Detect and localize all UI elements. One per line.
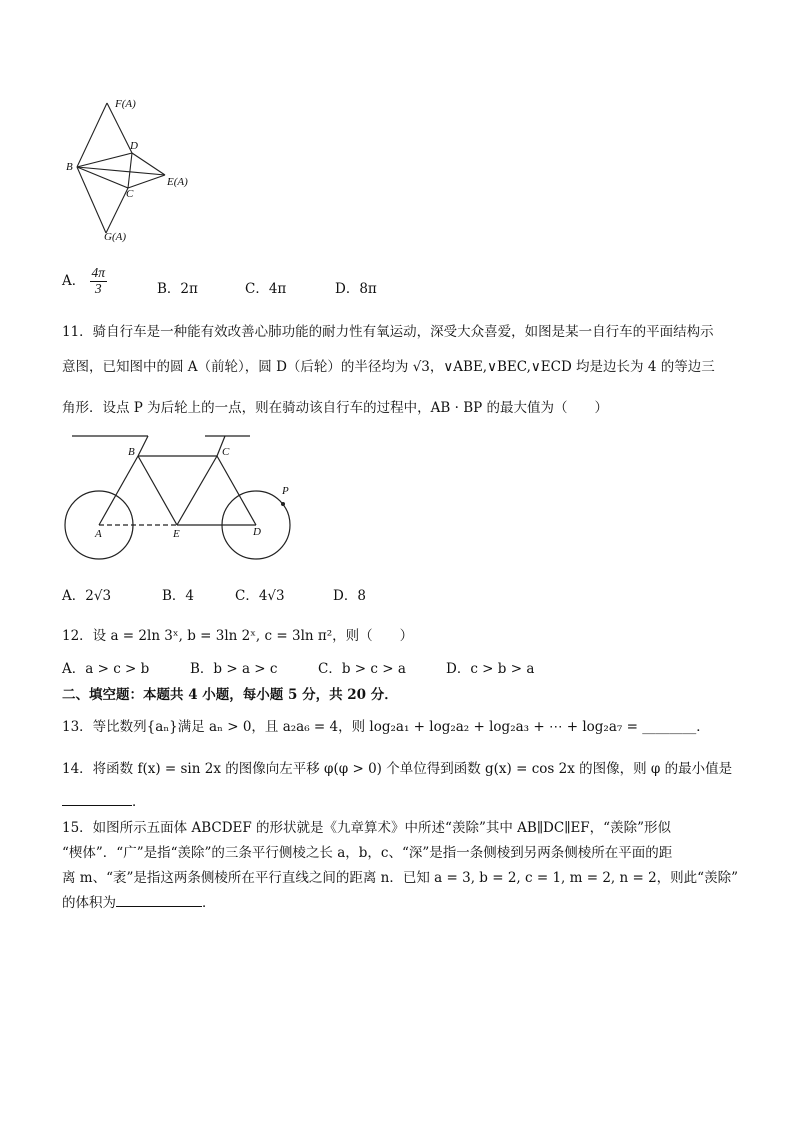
q15-line4-suffix: ．	[202, 895, 216, 911]
figure-bicycle	[60, 428, 310, 568]
q12-stem: 12．设 a = 2ln 3ˣ, b = 3ln 2ˣ, c = 3ln π²，则（ ）	[62, 628, 414, 644]
q11-option-a: A．2√3	[62, 588, 112, 604]
label-g: G(A)	[104, 231, 126, 243]
q11-option-b: B．4	[162, 588, 195, 604]
q11-line3: 角形．设点 P 为后轮上的一点，则在骑动该自行车的过程中，AB · BP 的最大值为（ ）	[62, 400, 609, 416]
fraction-numerator: 4π	[91, 265, 106, 280]
q12-option-d: D．c > b > a	[446, 661, 535, 677]
fraction-denominator: 3	[94, 280, 102, 296]
segment-be	[138, 456, 177, 525]
q15-answer-blank[interactable]	[116, 894, 202, 907]
point-p	[281, 502, 285, 506]
q11-line1: 11．骑自行车是一种能有效改善心肺功能的耐力性有氧运动，深受大众喜爱，如图是某一自行车的平面结构示	[62, 324, 714, 340]
q11-option-c: C．4√3	[235, 588, 285, 604]
q10-option-b: B．2π	[157, 281, 198, 297]
q14-answer-blank[interactable]	[62, 793, 132, 806]
q11-line2: 意图，已知图中的圆 A（前轮），圆 D（后轮）的半径均为 √3，∨ABE,∨BEC,∨ECD 均是边长为 4 的等边三	[62, 359, 715, 375]
q15-line2: “楔体”．“广”是指“羡除”的三条平行侧棱之长 a，b，c、“深”是指一条侧棱到另两条侧棱所在平面的距	[62, 845, 673, 861]
q11-option-d: D．8	[333, 588, 366, 604]
segment-ec	[177, 456, 217, 525]
q10-option-a-prefix: A．	[62, 272, 86, 289]
q12-option-c: C．b > c > a	[318, 661, 406, 677]
q14-line1: 14．将函数 f(x) = sin 2x 的图像向左平移 φ(φ > 0) 个单位得到函数 g(x) = cos 2x 的图像，则 φ 的最小值是	[62, 761, 733, 777]
edge-fd	[107, 103, 132, 153]
bike-label-p: P	[282, 485, 289, 497]
q14-line2	[62, 790, 146, 810]
q10-option-d: D．8π	[335, 281, 377, 297]
section-heading-fill-in: 二、填空题：本题共 4 小题，每小题 5 分，共 20 分．	[62, 687, 398, 703]
q10-option-a-fraction	[90, 266, 108, 297]
q12-option-a: A．a > c > b	[62, 661, 150, 677]
q15-line4-prefix: 的体积为	[62, 895, 116, 911]
edge-dc	[128, 153, 132, 188]
bike-label-a: A	[95, 528, 102, 540]
label-d: D	[130, 140, 138, 152]
edge-ce	[128, 175, 165, 188]
label-b: B	[66, 161, 73, 173]
label-f: F(A)	[115, 98, 136, 110]
edge-bd	[77, 153, 132, 167]
edge-cg	[106, 188, 128, 233]
q10-option-a	[62, 266, 107, 297]
segment-cd	[217, 456, 256, 525]
label-e: E(A)	[167, 176, 188, 188]
segment-ab	[99, 456, 138, 525]
handlebar-stem	[138, 436, 148, 456]
bike-label-d: D	[253, 526, 261, 538]
bike-label-b: B	[128, 446, 135, 458]
q12-option-b: B．b > a > c	[190, 661, 278, 677]
q13-text: 13．等比数列{aₙ}满足 aₙ > 0，且 a₂a₆ = 4，则 log₂a₁ + log₂a₂ + log₂a₃ + ⋯ + log₂a₇ = ________．	[62, 719, 710, 735]
q15-line1: 15．如图所示五面体 ABCDEF 的形状就是《九章算术》中所述“羡除”其中 AB∥DC∥EF，“羡除”形似	[62, 820, 671, 836]
q14-line2-suffix: ．	[132, 794, 146, 810]
edge-fb	[77, 103, 107, 167]
q15-line3: 离 m、“袤”是指这两条侧棱所在平行直线之间的距离 n．已知 a = 3, b = 2, c = 1, m = 2, n = 2，则此“羡除”	[62, 870, 738, 886]
bike-label-c: C	[222, 446, 230, 458]
bike-label-e: E	[173, 528, 180, 540]
edge-de	[132, 153, 165, 175]
edge-be	[77, 167, 165, 175]
q15-line4	[62, 891, 216, 911]
figure-pyramid-net	[55, 95, 215, 255]
label-c: C	[126, 188, 134, 200]
q10-option-c: C．4π	[245, 281, 287, 297]
